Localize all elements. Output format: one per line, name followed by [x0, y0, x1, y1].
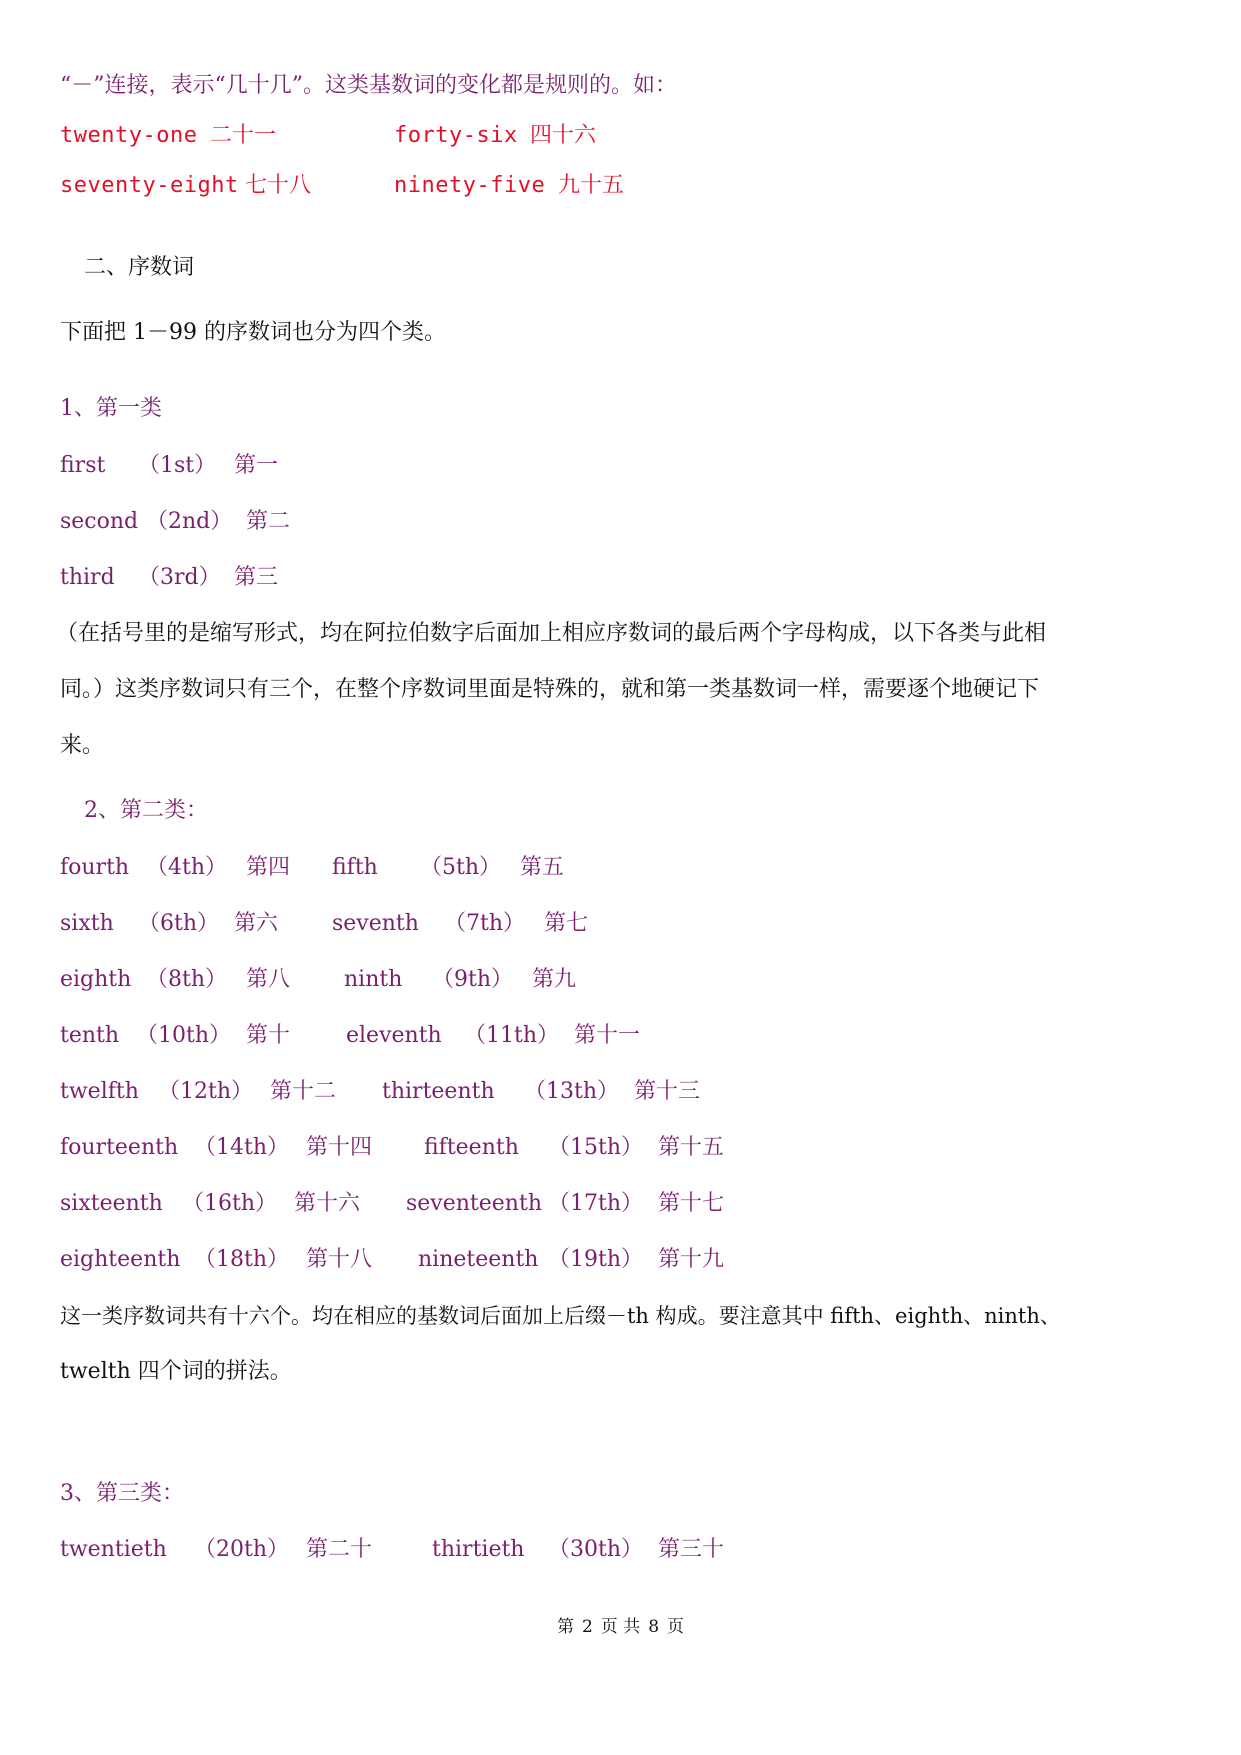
example-en-2: forty-six — [394, 123, 518, 148]
ordinal-en: sixteenth — [60, 1191, 163, 1216]
category-2-note: 这一类序数词共有十六个。均在相应的基数词后面加上后缀－th 构成。要注意其中 fifth、eighth、ninth、 — [60, 1304, 1061, 1328]
ordinal-abbr: （7th） — [444, 911, 526, 936]
ordinal-en: fifth — [332, 855, 378, 880]
ordinal-abbr: （4th） — [146, 855, 228, 880]
ordinal-en: thirteenth — [382, 1079, 495, 1104]
ordinal-zh: 第二 — [246, 509, 291, 534]
ordinal-zh: 第四 — [246, 855, 291, 880]
ordinal-zh: 第二十 — [306, 1537, 373, 1562]
ordinal-zh: 第十九 — [658, 1247, 725, 1272]
ordinal-zh: 第十六 — [294, 1191, 361, 1216]
ordinal-abbr: （15th） — [548, 1135, 644, 1160]
ordinal-en: fourteenth — [60, 1135, 179, 1160]
ordinal-zh: 第一 — [234, 453, 279, 478]
example-en-1: twenty-one — [60, 123, 198, 148]
ordinal-en: seventeenth — [406, 1191, 542, 1216]
ordinal-en: eighteenth — [60, 1247, 181, 1272]
ordinal-en: twentieth — [60, 1537, 167, 1562]
ordinal-abbr: （17th） — [548, 1191, 644, 1216]
ordinal-en: eleventh — [346, 1023, 442, 1048]
ordinal-abbr: （6th） — [138, 911, 220, 936]
footer-middle: 页 共 — [600, 1617, 641, 1637]
ordinal-abbr: （14th） — [194, 1135, 290, 1160]
ordinal-zh: 第十八 — [306, 1247, 373, 1272]
ordinal-zh: 第六 — [234, 911, 279, 936]
ordinal-abbr: （3rd） — [138, 565, 221, 590]
ordinal-abbr: （12th） — [158, 1079, 254, 1104]
ordinal-zh: 第三 — [234, 565, 279, 590]
category-2-heading: 2、第二类： — [84, 798, 208, 823]
category-1-note: （在括号里的是缩写形式，均在阿拉伯数字后面加上相应序数词的最后两个字母构成，以下各类与此相 — [56, 621, 1047, 646]
section-heading: 二、序数词 — [84, 255, 195, 280]
category-3-heading: 3、第三类： — [60, 1481, 184, 1506]
ordinal-en: ninth — [344, 967, 403, 992]
example-zh-2: 四十六 — [530, 123, 597, 148]
ordinal-abbr: （9th） — [432, 967, 514, 992]
category-1-note: 来。 — [60, 733, 105, 758]
footer-total-pages: 8 — [648, 1617, 660, 1637]
ordinal-zh: 第三十 — [658, 1537, 725, 1562]
example-en-2: ninety-five — [394, 173, 546, 198]
ordinal-abbr: （1st） — [138, 453, 217, 478]
ordinal-en: twelfth — [60, 1079, 139, 1104]
ordinal-zh: 第五 — [520, 855, 565, 880]
ordinal-zh: 第十一 — [574, 1023, 641, 1048]
intro-text: “－”连接，表示“几十几”。这类基数词的变化都是规则的。如： — [60, 73, 677, 98]
ordinal-abbr: （2nd） — [146, 509, 233, 534]
category-1-note: 同。）这类序数词只有三个，在整个序数词里面是特殊的，就和第一类基数词一样，需要逐个地硬记下 — [60, 677, 1040, 702]
ordinal-en: fourth — [60, 855, 130, 880]
ordinal-abbr: （30th） — [548, 1537, 644, 1562]
ordinal-abbr: （10th） — [136, 1023, 232, 1048]
ordinal-zh: 第十 — [246, 1023, 291, 1048]
page-footer — [0, 1612, 1241, 1637]
footer-suffix: 页 — [667, 1617, 685, 1637]
example-zh-2: 九十五 — [558, 173, 625, 198]
example-zh-1: 七十八 — [245, 173, 312, 198]
ordinal-en: tenth — [60, 1023, 120, 1048]
ordinal-abbr: （8th） — [146, 967, 228, 992]
ordinal-zh: 第十五 — [658, 1135, 725, 1160]
footer-page-number: 2 — [581, 1617, 593, 1637]
section-intro: 下面把 1－99 的序数词也分为四个类。 — [60, 320, 446, 345]
ordinal-zh: 第十三 — [634, 1079, 701, 1104]
ordinal-zh: 第十七 — [658, 1191, 725, 1216]
ordinal-abbr: （11th） — [464, 1023, 560, 1048]
example-zh-1: 二十一 — [210, 123, 277, 148]
ordinal-en: first — [60, 453, 106, 478]
ordinal-abbr: （16th） — [182, 1191, 278, 1216]
ordinal-abbr: （13th） — [524, 1079, 620, 1104]
ordinal-en: nineteenth — [418, 1247, 539, 1272]
ordinal-zh: 第七 — [544, 911, 589, 936]
category-1-heading: 1、第一类 — [60, 396, 162, 421]
example-en-1: seventy-eight — [60, 173, 239, 198]
ordinal-zh: 第十二 — [270, 1079, 337, 1104]
category-2-note: twelth 四个词的拼法。 — [60, 1359, 292, 1384]
ordinal-abbr: （20th） — [194, 1537, 290, 1562]
ordinal-zh: 第十四 — [306, 1135, 373, 1160]
ordinal-en: fifteenth — [424, 1135, 519, 1160]
ordinal-en: eighth — [60, 967, 132, 992]
footer-prefix: 第 — [556, 1617, 574, 1637]
ordinal-zh: 第八 — [246, 967, 291, 992]
ordinal-abbr: （18th） — [194, 1247, 290, 1272]
ordinal-abbr: （5th） — [420, 855, 502, 880]
ordinal-en: second — [60, 509, 139, 534]
ordinal-en: sixth — [60, 911, 114, 936]
ordinal-zh: 第九 — [532, 967, 577, 992]
ordinal-en: third — [60, 565, 115, 590]
ordinal-en: thirtieth — [432, 1537, 525, 1562]
ordinal-abbr: （19th） — [548, 1247, 644, 1272]
ordinal-en: seventh — [332, 911, 419, 936]
